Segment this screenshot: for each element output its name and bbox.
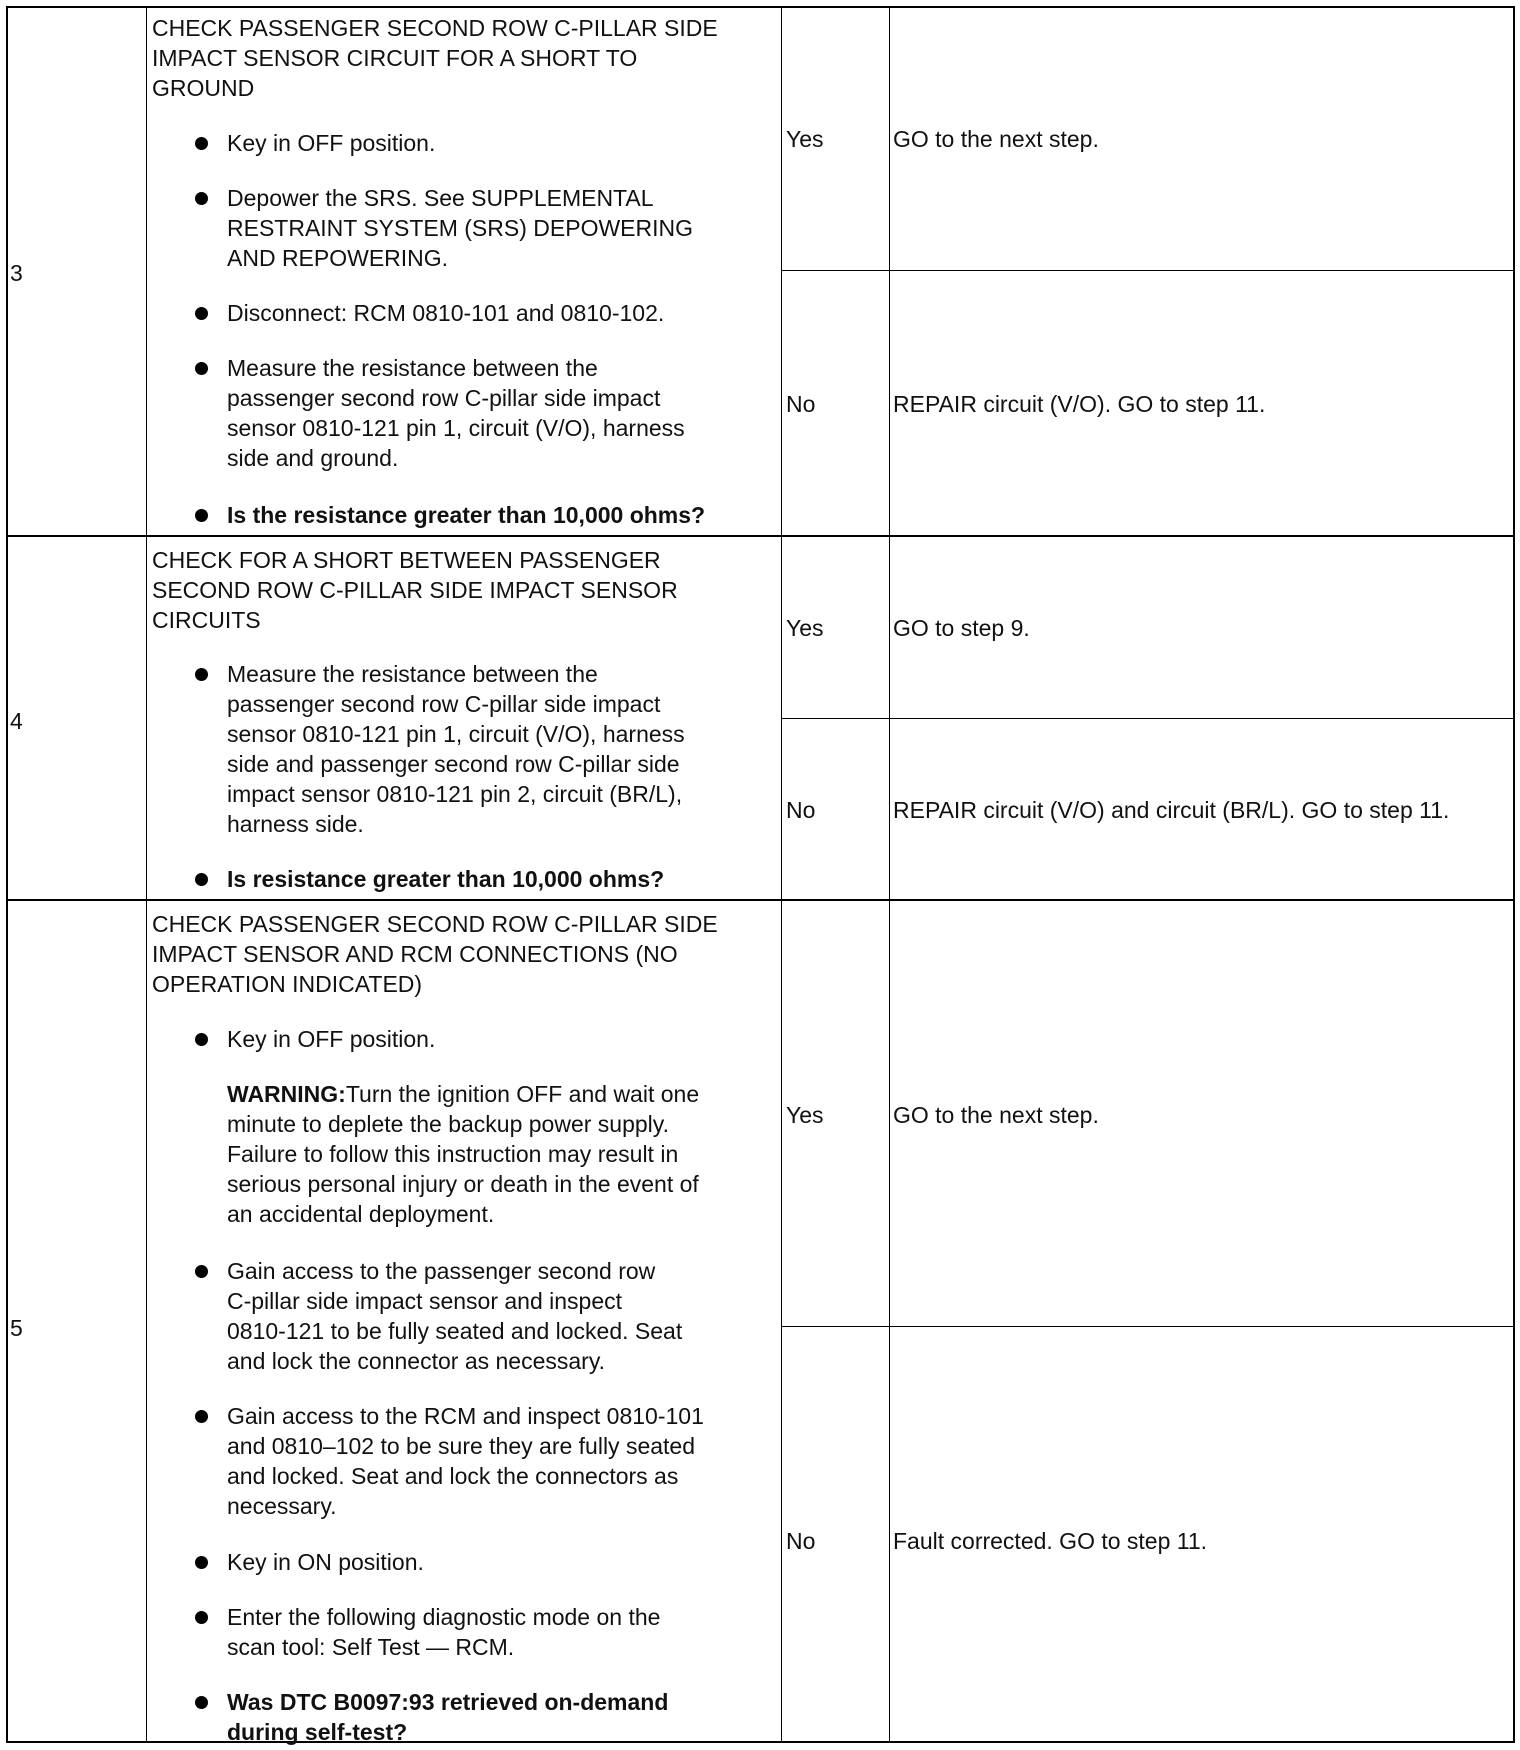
result-answer-yes: Yes (786, 1102, 824, 1128)
instruction-line: and 0810–102 to be sure they are fully seated (227, 1433, 696, 1459)
instruction-line: Key in ON position. (227, 1549, 424, 1575)
step-instructions (195, 500, 775, 530)
bullet-icon (195, 668, 208, 681)
warning-note (227, 1079, 777, 1229)
instruction-item (195, 1256, 775, 1376)
warning-text: serious personal injury or death in the event of (227, 1171, 699, 1197)
instruction-line: impact sensor 0810-121 pin 2, circuit (BR/L), (227, 781, 683, 807)
instruction-line: Was DTC B0097:93 retrieved on-demand (227, 1689, 669, 1715)
instruction-line: scan tool: Self Test — RCM. (227, 1634, 515, 1660)
bullet-icon (195, 307, 208, 320)
step-title-line: CHECK FOR A SHORT BETWEEN PASSENGER (152, 547, 661, 573)
step-title-line: CHECK PASSENGER SECOND ROW C-PILLAR SIDE (152, 911, 718, 937)
result-divider (781, 1326, 1515, 1327)
step-instructions (195, 353, 775, 473)
result-action: REPAIR circuit (V/O) and circuit (BR/L). GO to step 11. (893, 797, 1450, 823)
instruction-line: side and ground. (227, 445, 399, 471)
step-instructions (195, 1024, 775, 1054)
step-instructions (195, 183, 775, 273)
instruction-line: C-pillar side impact sensor and inspect (227, 1288, 623, 1314)
instruction-line: harness side. (227, 811, 364, 837)
row-divider (6, 535, 1515, 537)
bullet-icon (195, 509, 208, 522)
instruction-line: Enter the following diagnostic mode on the (227, 1604, 661, 1630)
bullet-icon (195, 1410, 208, 1423)
step-number: 5 (10, 1315, 23, 1341)
bullet-icon (195, 1696, 208, 1709)
result-action: GO to the next step. (893, 1102, 1099, 1128)
step-title-line: SECOND ROW C-PILLAR SIDE IMPACT SENSOR (152, 577, 678, 603)
result-answer-yes: Yes (786, 615, 824, 641)
instruction-question (195, 500, 775, 530)
result-action: GO to the next step. (893, 126, 1099, 152)
instruction-line: passenger second row C-pillar side impact (227, 691, 661, 717)
warning-text: Failure to follow this instruction may result in (227, 1141, 679, 1167)
step-instructions (195, 1547, 775, 1577)
instruction-item (195, 1024, 775, 1054)
step-title-line: IMPACT SENSOR AND RCM CONNECTIONS (NO (152, 941, 678, 967)
warning-label: WARNING: (227, 1081, 346, 1107)
step-title-line: GROUND (152, 75, 255, 101)
instruction-line: passenger second row C-pillar side impact (227, 385, 661, 411)
instruction-item (195, 1602, 775, 1662)
step-title (152, 545, 777, 635)
step-instructions (195, 659, 775, 839)
instruction-line: sensor 0810-121 pin 1, circuit (V/O), harness (227, 415, 685, 441)
instruction-line: necessary. (227, 1493, 337, 1519)
row-divider (6, 899, 1515, 901)
instruction-line: Gain access to the RCM and inspect 0810-101 (227, 1403, 704, 1429)
step-title-line: CHECK PASSENGER SECOND ROW C-PILLAR SIDE (152, 15, 718, 41)
result-divider (781, 718, 1515, 719)
warning-line (227, 1079, 777, 1109)
result-divider (781, 270, 1515, 271)
result-action: GO to step 9. (893, 615, 1030, 641)
column-divider (781, 6, 782, 1743)
instruction-line: Measure the resistance between the (227, 661, 598, 687)
instruction-line: Disconnect: RCM 0810-101 and 0810-102. (227, 300, 665, 326)
instruction-item (195, 298, 775, 328)
instruction-question (195, 1687, 775, 1747)
instruction-line: Is the resistance greater than 10,000 ohms? (227, 502, 706, 528)
instruction-item (195, 1401, 775, 1521)
step-instructions (195, 1256, 775, 1376)
warning-text: minute to deplete the backup power supply. (227, 1111, 669, 1137)
instruction-line: sensor 0810-121 pin 1, circuit (V/O), harness (227, 721, 685, 747)
step-title (152, 909, 777, 999)
instruction-item (195, 353, 775, 473)
instruction-item (195, 128, 775, 158)
bullet-icon (195, 192, 208, 205)
instruction-line: Depower the SRS. See SUPPLEMENTAL (227, 185, 654, 211)
bullet-icon (195, 1033, 208, 1046)
bullet-icon (195, 1611, 208, 1624)
instruction-line: 0810-121 to be fully seated and locked. Seat (227, 1318, 683, 1344)
instruction-line: AND REPOWERING. (227, 245, 449, 271)
step-title-line: IMPACT SENSOR CIRCUIT FOR A SHORT TO (152, 45, 638, 71)
result-answer-no: No (786, 1528, 816, 1554)
step-number: 4 (10, 708, 23, 734)
bullet-icon (195, 1556, 208, 1569)
instruction-line: Key in OFF position. (227, 130, 436, 156)
instruction-line: and lock the connector as necessary. (227, 1348, 606, 1374)
instruction-line: and locked. Seat and lock the connectors as (227, 1463, 679, 1489)
step-instructions (195, 1602, 775, 1662)
instruction-item (195, 1547, 775, 1577)
column-divider (146, 6, 147, 1743)
bullet-icon (195, 873, 208, 886)
bullet-icon (195, 137, 208, 150)
step-title-line: CIRCUITS (152, 607, 261, 633)
bullet-icon (195, 1265, 208, 1278)
column-divider (889, 6, 890, 1743)
step-number: 3 (10, 260, 23, 286)
instruction-item (195, 183, 775, 273)
result-action: REPAIR circuit (V/O). GO to step 11. (893, 391, 1266, 417)
step-title (152, 13, 777, 103)
result-answer-no: No (786, 391, 816, 417)
instruction-line: side and passenger second row C-pillar side (227, 751, 680, 777)
step-instructions (195, 1401, 775, 1521)
warning-text: an accidental deployment. (227, 1201, 495, 1227)
instruction-question (195, 864, 775, 894)
instruction-line: Measure the resistance between the (227, 355, 598, 381)
instruction-line: RESTRAINT SYSTEM (SRS) DEPOWERING (227, 215, 694, 241)
instruction-line: Is resistance greater than 10,000 ohms? (227, 866, 665, 892)
step-instructions (195, 864, 775, 894)
warning-text: Turn the ignition OFF and wait one (345, 1081, 700, 1107)
result-answer-no: No (786, 797, 816, 823)
result-action: Fault corrected. GO to step 11. (893, 1528, 1208, 1554)
instruction-line: Gain access to the passenger second row (227, 1258, 656, 1284)
result-answer-yes: Yes (786, 126, 824, 152)
instruction-line: during self-test? (227, 1719, 408, 1745)
step-instructions (195, 128, 775, 158)
step-title-line: OPERATION INDICATED) (152, 971, 423, 997)
step-instructions (195, 1687, 775, 1747)
instruction-item (195, 659, 775, 839)
step-instructions (195, 298, 775, 328)
instruction-line: Key in OFF position. (227, 1026, 436, 1052)
bullet-icon (195, 362, 208, 375)
